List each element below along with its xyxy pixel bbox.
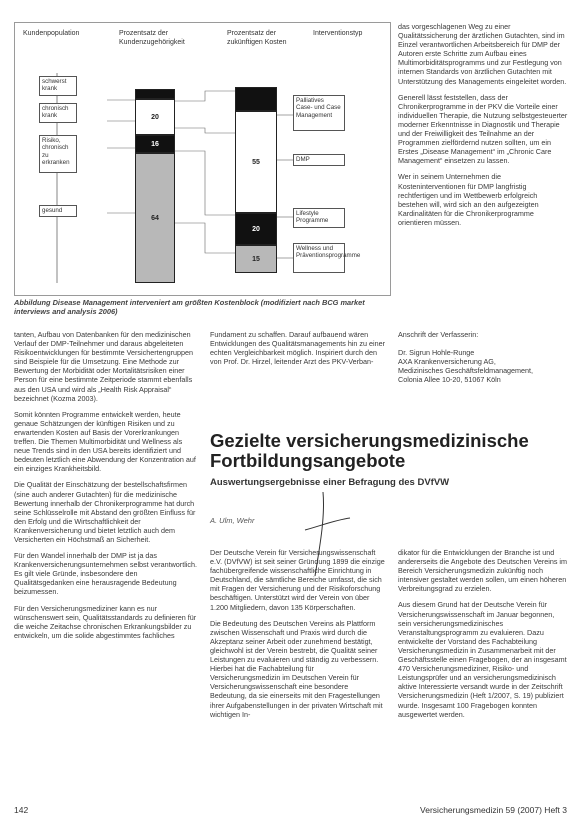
paragraph: Aus diesem Grund hat der Deutsche Verein für Versicherungswissenschaft im Januar begonnen, sein versicherungsmedizinisches Veranstaltungsprogramm zu evaluieren. Dazu entwickelte der Vorstand des Fachabteilung Versicherungsmedizin in Zusammenarbeit mit der Geschäftsstelle einen Fragebogen, der an insgesamt 470 Versicherungsmediziner, Risiko- und Leistungsprüfer und an versicherungsmedizinisch aktive Interessierte versandt wurde in der Zeitschrift Versicherungsmedizin (Heft 1/2007, S. 19) publiziert wurde. Insgesamt 100 Fragebogen konnten ausgewertet werden. [398,600,567,719]
article-title: Gezielte versicherungsmedizinische Fortbildungsangebote [210,430,529,471]
figure-disease-management [14,22,391,296]
bar-right-seg-3: 15 [235,245,277,273]
paragraph: Für den Versicherungsmediziner kann es nur wünschenswert sein, Qualitätsstandards zu definieren für die weiche Zeitachse chronischen Erkrankungsbilder zu entwickeln, um die solide abgestimmtes fachliches [14,603,197,640]
col-header-share-customers: Prozentsatz der Kundenzugehörigkeit [119,30,185,46]
paragraph: Für den Wandel innerhalb der DMP ist ja das Krankenversicherungsunternehmen selbst verantwortlich. Es gilt viele Gründe, insbesondere den Qualitätsgedanken eine herausragende Bedeutung beizumessen. [14,551,197,597]
bar-right-seg-0 [235,87,277,111]
address-line: Medizinisches Geschäftsfeldmanagement, [398,366,534,376]
article-column-1 [210,548,385,726]
paragraph: Wer in seinem Unternehmen die Kosteninterventionen für DMP langfristig rechtfertigen und im Wettbewerb erfolgreich bestehen will, wird sich an den aufgezeigten Kardinalitäten für die Chronikerprogramme orientieren müssen. [398,172,539,227]
bar-left-seg-1: 20 [135,99,175,135]
left-column [14,330,197,647]
paragraph: Die Qualität der Einschätzung der bestellschaftsfirmen (sine auch anderer Gutachten) für die medizinische Bewertung innerhalb der Chronikerprogramme hat durch seine Schlüsselrolle mit Abstand den größten Einfluss für den Erfolg und die Wirtschaftlichkeit der Krankenversicherung und bietet letztlich auch dem Versicherten ein Höchstmaß an Sicherheit. [14,480,196,544]
address-line: AXA Krankenversicherung AG, [398,357,496,367]
bar-left-seg-0 [135,89,175,99]
paragraph: dikator für die Entwicklungen der Branche ist und andererseits die Angebote des Deutschen Vereins im Bereich Versicherungsmedizin zukünftig noch intensiver gestaltet werden sollen, um einen höheren Verbreitungsgrad zu erzielen. [398,548,568,594]
paragraph: Der Deutsche Verein für Versicherungswissenschaft e.V. (DVfVW) ist seit seiner Gründung 1899 die einzige fachübergreifende wissenschaftliche Einrichtung in Deutschland, die sämtliche Bereiche umfasst, die sich mit Fragen der Versicherung und der Risikoforschung beschäftigen. Unterstützt wird der Verein von über 1.200 Mitgliedern, davon 135 Körperschaften. [210,548,385,612]
figure-caption: Abbildung Disease Management interveniert am größten Kostenblock (modifiziert nach BCG market interviews and analysis 2006) [14,298,365,316]
bar-right-seg-1: 55 [235,111,277,213]
paragraph: tanten, Aufbau von Datenbanken für den medizinischen Verlauf der DMP-Teilnehmer und daraus abgeleiteten Risikoentwicklungen für bestimmte Versichertengruppen sind Beispiele für die Umsetzung. Eine Methode zur Bewertung der Morbidität oder Mortalitätsrisiken einer Person für eine bestimmte Zeitperiode stammt ebenfalls aus den USA und wird als „Health Risk Appraisal“ bezeichnet (Kozma 2003). [14,330,193,403]
intervention-box-lifestyle: Lifestyle Programme [293,208,345,228]
page-number: 142 [14,805,29,815]
journal-footer: Versicherungsmedizin 59 (2007) Heft 3 [420,805,567,815]
col-header-intervention: Interventionstyp [313,30,363,37]
col-header-share-costs: Prozentsatz der zukünftigen Kosten [227,30,287,46]
population-box-severe: schwerst krank [39,76,77,96]
intervention-box-dmp: DMP [293,154,345,166]
address-lead: Anschrift der Verfasserin: [398,330,479,339]
bar-left-seg-2: 16 [135,135,175,153]
paragraph: Die Bedeutung des Deutschen Vereins als Plattform zwischen Wissenschaft und Praxis wird durch die Akzeptanz seiner Arbeit oder zunehmend bestätigt, gleichwohl ist der Verein bestrebt, die Qualität seiner Leistungen zu evaluieren und ständig zu verbessern. Hierbei hat die Fachabteilung für Versicherungsmedizin im Deutschen Verein für Versicherungswissenschaft eine besondere Bedeutung, da sie einerseits mit den Fragestellungen ihrer Aufgabenstellungen in der privaten Wirtschaft mit wichtigen In- [210,618,383,719]
author-address [398,330,568,384]
intervention-box-palliative: Palliatives Case- und Case Management [293,95,345,131]
paragraph: Somit könnten Programme entwickelt werden, heute genaue Schätzungen der künftigen Risiken und zu erwartenden Kosten auf Basis der Vorerkrankungen treffen. Die Themen Multimorbidität und Wellness als neue Trends sind in den USA bereits identifiziert und bedeuten letztlich eine Abwendung der Konzentration auf ein einziges Krankheitsbild. [14,409,196,474]
paragraph: Generell lässt feststellen, dass der Chronikerprogramme in der PKV die Vorteile einer individuellen Therapie, die Nutzung selbstgesteuerter moderner Erkenntnisse in Diagnostik und Therapie und der Freiwilligkeit des Teilnahme an der Programmen zielfördernd nutzen sollten, um ein Erstes „Disease Management“ im „Chronic Care Management“ einsetzen zu lassen. [398,92,568,166]
population-box-chronic: chronisch krank [39,103,77,123]
article-subtitle: Auswertungsergebnisse einer Befragung des DVfVW [210,477,450,488]
article-column-2 [398,548,568,726]
bar-left-seg-3: 64 [135,153,175,283]
col-header-population: Kundenpopulation [23,30,80,37]
address-line: Dr. Sigrun Hohle-Runge [398,348,475,358]
middle-column-top [210,330,385,373]
intervention-box-wellness: Wellness und Präventionsprogramme [293,243,345,273]
population-box-healthy: gesund [39,205,77,217]
paragraph: das vorgeschlagenen Weg zu einer Qualitätssicherung der ärztlichen Gutachten, sind im Einzel verantwortlichen Arbeitsbereich für DMP der Autoren erste Schritte zum Aufbau eines Multimorbiditätsprogramms und zur Festlegung von internen Standards von ärztlichen Gutachten mit Unterstützung des Managements eingeleitet worden. [398,22,567,86]
bar-right-seg-2: 20 [235,213,277,245]
address-line: Colonia Allee 10-20, 51067 Köln [398,375,501,385]
population-box-risk: Risiko, chronisch zu erkranken [39,135,77,173]
paragraph: Fundament zu schaffen. Darauf aufbauend wären Entwicklungen des Qualitätsmanagements hin zu einer echten Vergleichbarkeit möglich. Inspiriert durch den von Prof. Dr. Hirzel, leitender Arzt des PKV-Verban- [210,330,385,367]
article-author: A. Ulm, Wehr [210,516,255,525]
right-top-column [398,22,568,234]
